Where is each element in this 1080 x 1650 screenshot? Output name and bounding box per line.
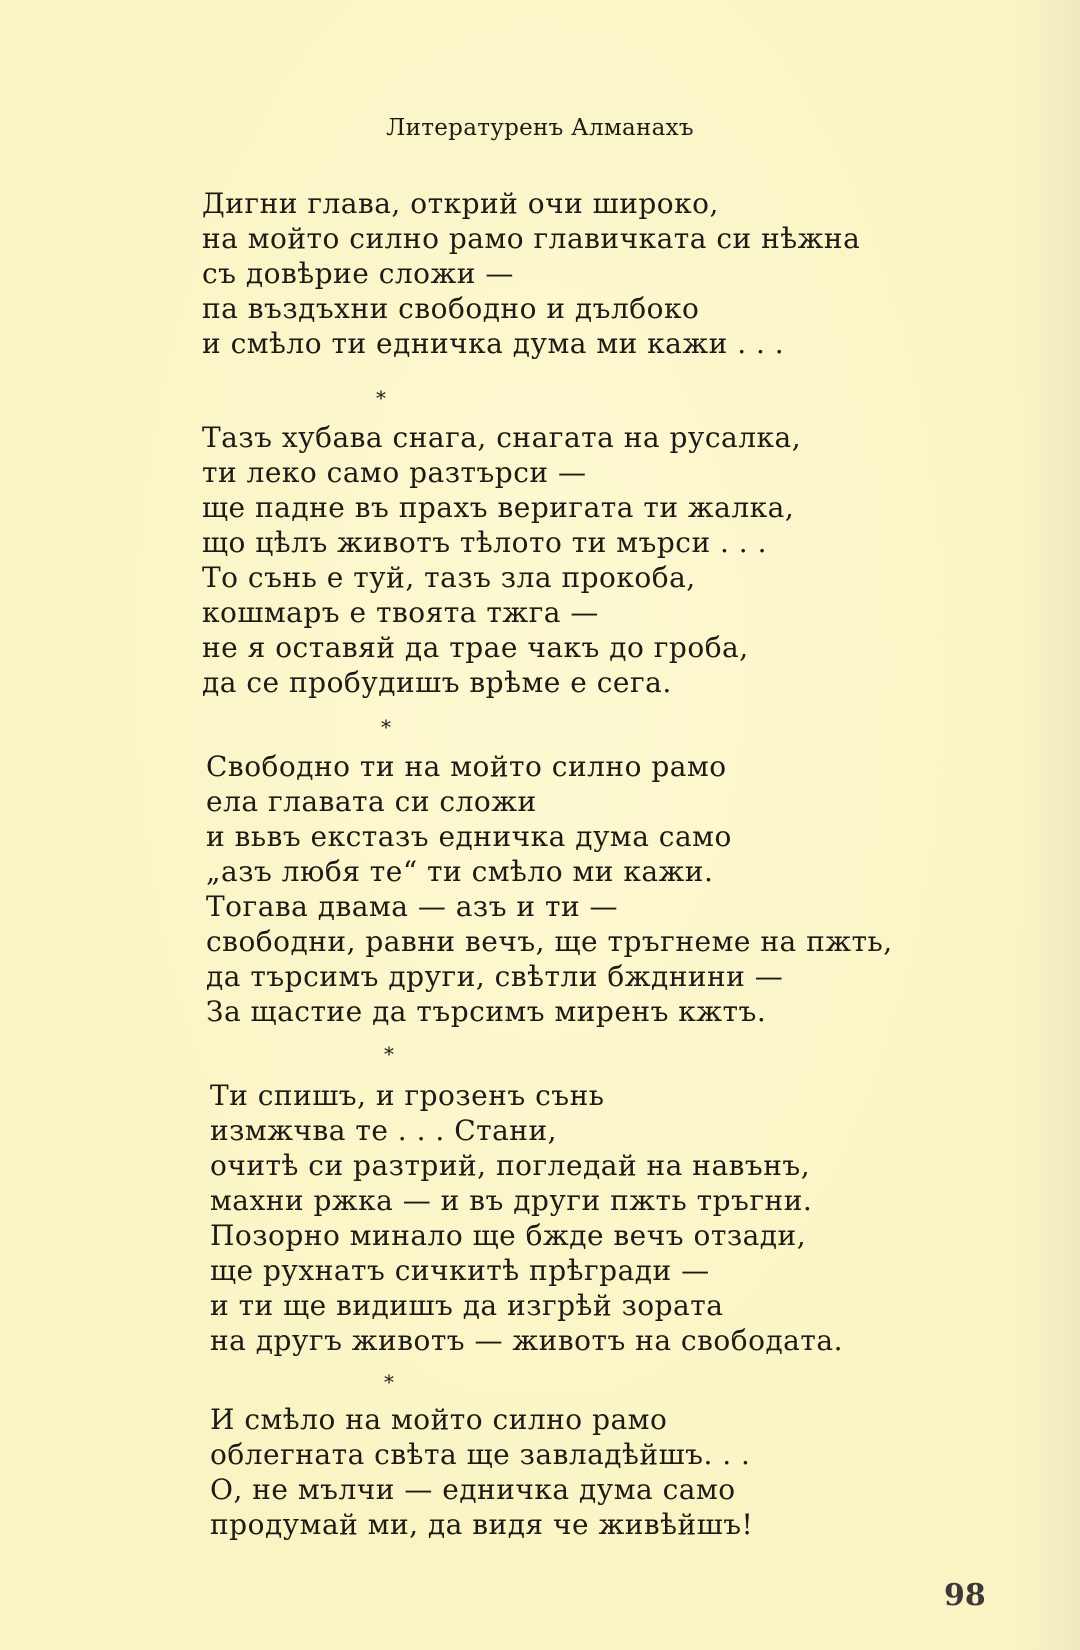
running-header: Литературенъ Алманахъ: [386, 115, 694, 141]
verse-line: и смѣло ти едничка дума ми кажи . . .: [202, 327, 785, 360]
verse-line: на мойто силно рамо главичката си нѣжна: [202, 222, 861, 255]
verse-line: Ти спишъ, и грозенъ сънь: [210, 1079, 605, 1112]
verse-line: па въздъхни свободно и дълбоко: [202, 292, 700, 325]
verse-line: Дигни глава, открий очи широко,: [202, 187, 719, 220]
verse-line: Тазъ хубава снага, снагата на русалка,: [202, 421, 802, 454]
stanza-3: [206, 749, 893, 1029]
verse-line: кошмаръ е твоята тжга —: [202, 596, 599, 629]
verse-line: Позорно минало ще бжде вечъ отзади,: [210, 1219, 807, 1252]
verse-line: Тогава двама — азъ и ти —: [206, 890, 619, 923]
stanza-5: [210, 1402, 753, 1542]
verse-line: ще рухнатъ сичкитѣ прѣгради —: [210, 1254, 710, 1287]
stanza-4: [210, 1078, 843, 1358]
verse-line: облегната свѣта ще завладѣйшъ. . .: [210, 1438, 751, 1471]
verse-line: измжчва те . . . Стани,: [210, 1114, 558, 1147]
stanza-1: [202, 186, 860, 361]
verse-line: И смѣло на мойто силно рамо: [210, 1403, 668, 1436]
stanza-separator: *: [376, 386, 386, 410]
verse-line: махни ржка — и въ други пжть тръгни.: [210, 1184, 813, 1217]
verse-line: За щастие да търсимъ миренъ кжтъ.: [206, 995, 767, 1028]
stanza-separator: *: [381, 715, 391, 739]
verse-line: очитѣ си разтрий, погледай на навънъ,: [210, 1149, 811, 1182]
verse-line: О, не мълчи — едничка дума само: [210, 1473, 736, 1506]
stanza-2: [202, 420, 801, 700]
verse-line: продумай ми, да видя че живѣйшъ!: [210, 1508, 754, 1541]
verse-line: не я оставяй да трае чакъ до гроба,: [202, 631, 749, 664]
verse-line: свободни, равни вечъ, ще тръгнеме на пжть,: [206, 925, 893, 958]
verse-line: и вьвъ екстазъ едничка дума само: [206, 820, 732, 853]
verse-line: да се пробудишъ врѣме е сега.: [202, 666, 672, 699]
verse-line: съ довѣрие сложи —: [202, 257, 514, 290]
verse-line: ела главата си сложи: [206, 785, 537, 818]
verse-line: на другъ животъ — животъ на свободата.: [210, 1324, 843, 1357]
verse-line: „азъ любя те“ ти смѣло ми кажи.: [206, 855, 714, 888]
stanza-separator: *: [384, 1370, 394, 1394]
verse-line: и ти ще видишъ да изгрѣй зората: [210, 1289, 724, 1322]
stanza-separator: *: [384, 1042, 394, 1066]
verse-line: що цѣлъ животъ тѣлото ти мърси . . .: [202, 526, 768, 559]
verse-line: ти леко само разтърси —: [202, 456, 587, 489]
page-number: 98: [944, 1578, 986, 1613]
verse-line: да търсимъ други, свѣтли бжднини —: [206, 960, 784, 993]
verse-line: ще падне въ прахъ веригата ти жалка,: [202, 491, 795, 524]
verse-line: То сънь е туй, тазъ зла прокоба,: [202, 561, 696, 594]
verse-line: Свободно ти на мойто силно рамо: [206, 750, 727, 783]
